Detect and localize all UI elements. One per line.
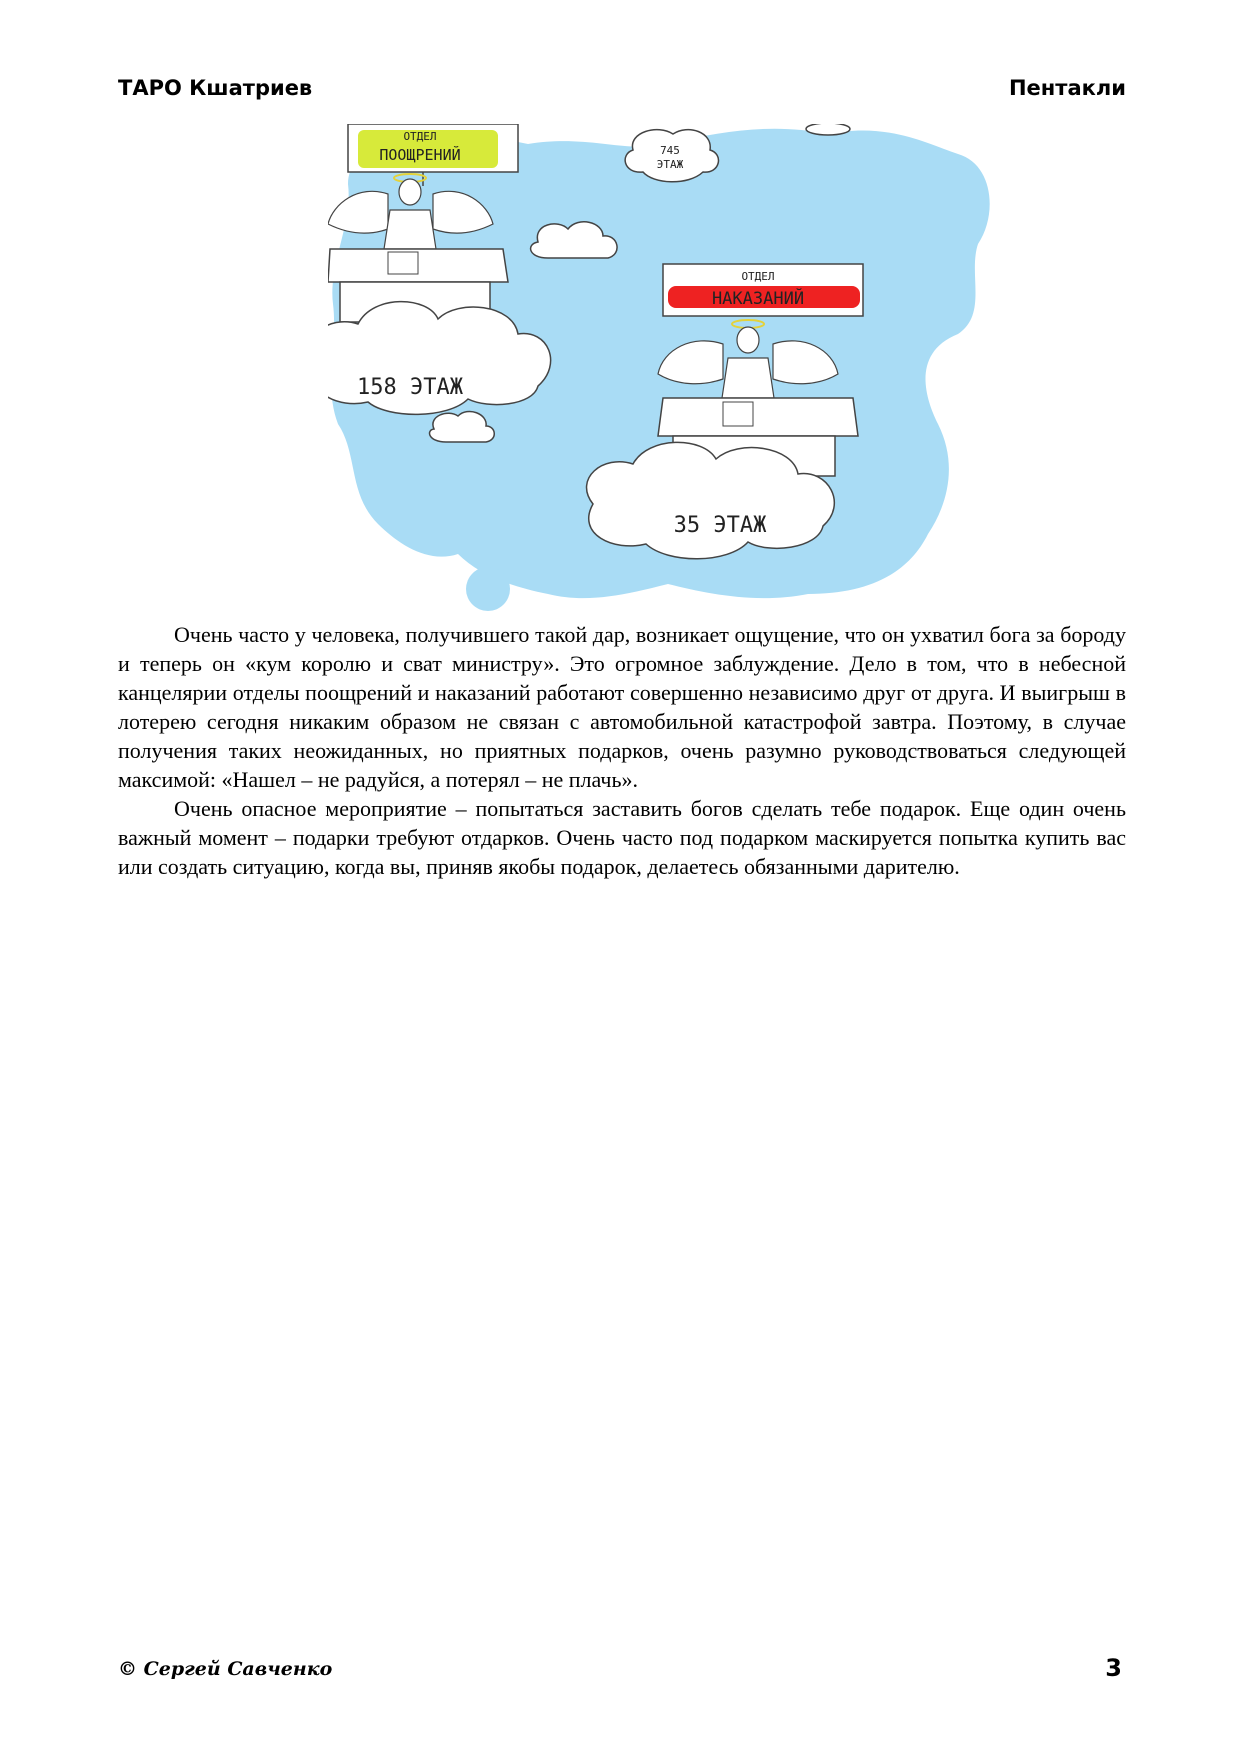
body-text (118, 620, 1126, 881)
bubble-line-1: 745 (660, 144, 680, 157)
sign-top-line-1: ОТДЕЛ (403, 130, 437, 143)
illustration-heavenly-departments (328, 124, 1018, 614)
header-book-title: ТАРО Кшатриев (118, 76, 313, 100)
header-section-title: Пентакли (1008, 76, 1126, 100)
floor-label-158: 158 ЭТАЖ (357, 375, 463, 400)
footer-copyright: © Сергей Савченко (118, 1658, 333, 1680)
page-number: 3 (1105, 1654, 1122, 1682)
floor-label-35: 35 ЭТАЖ (673, 513, 767, 538)
sign-bottom-line-2: НАКАЗАНИЙ (711, 289, 805, 309)
bubble-line-2: ЭТАЖ (656, 158, 684, 171)
paragraph-1: Очень часто у человека, получившего такой дар, возникает ощущение, что он ухватил бога за бороду и теперь он «кум королю и сват министру». Это огромное заблуждение. Дело в том, что в небесной канцелярии отделы поощрений и наказаний работают совершенно независимо друг от друга. И выигрыш в лотерею сегодня никаким образом не связан с автомобильной катастрофой завтра. Поэтому, в случае получения таких неожиданных, но приятных подарков, очень разумно руководствоваться следующей максимой: «Нашел – не радуйся, а потерял – не плачь». (118, 622, 1126, 792)
sign-top-line-2: ПООЩРЕНИЙ (379, 146, 461, 164)
sign-bottom-line-1: ОТДЕЛ (741, 270, 775, 283)
paragraph-2: Очень опасное мероприятие – попытаться заставить богов сделать тебе подарок. Еще один очень важный момент – подарки требуют отдарков. Очень часто под подарком маскируется попытка купить вас или создать ситуацию, когда вы, приняв якобы подарок, делаетесь обязанными дарителю. (118, 796, 1126, 879)
